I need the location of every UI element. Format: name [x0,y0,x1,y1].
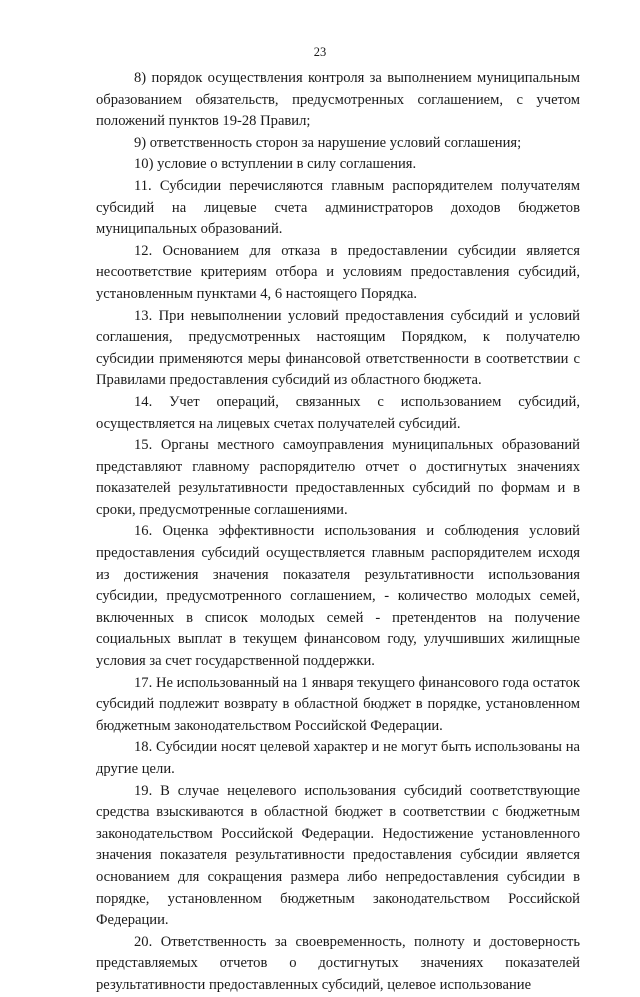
paragraph-11: 11. Субсидии перечисляются главным распорядителем получателям субсидий на лицевые счета администраторов доходов бюджетов муниципальных образований. [96,177,580,238]
paragraph-19: 19. В случае нецелевого использования субсидий соответствующие средства взыскиваются в областной бюджет в соответствии с бюджетным законодательством Российской Федерации. Недостижение установленного значения показателя результативности предоставления субсидии является основанием для сокращения размера либо непредоставления субсидии в порядке, установленном бюджетным законодательством Российской Федерации. [96,782,580,929]
document-body [96,68,580,997]
paragraph-item-9: 9) ответственность сторон за нарушение условий соглашения; [134,134,522,151]
paragraph-item-8: 8) порядок осуществления контроля за выполнением муниципальным образованием обязательств, предусмотренных соглашением, с учетом положений пунктов 19-28 Правил; [96,70,580,130]
paragraph-16: 16. Оценка эффективности использования и соблюдения условий предоставления субсидий осуществляется главным распорядителем исходя из достижения значения показателя результативности использования субсидии, предусмотренного соглашением, - количество молодых семей, включенных в список молодых семей - претендентов на получение социальных выплат в текущем финансовом году, улучшивших жилищные условия за счет государственной поддержки. [96,523,580,670]
paragraph-13: 13. При невыполнении условий предоставления субсидий и условий соглашения, предусмотренных настоящим Порядком, к получателю субсидии применяются меры финансовой ответственности в соответствии с Правилами предоставления субсидий из областного бюджета. [96,307,580,389]
paragraph-17: 17. Не использованный на 1 января текущего финансового года остаток субсидий подлежит возврату в областной бюджет в порядке, установленном бюджетным законодательством Российской Федерации. [96,674,580,734]
paragraph-item-10: 10) условие о вступлении в силу соглашения. [134,156,417,173]
paragraph-15: 15. Органы местного самоуправления муниципальных образований представляют главному распорядителю отчет о достигнутых значениях показателей результативности предоставленных субсидий по формам и в сроки, предусмотренные соглашениями. [96,437,580,518]
paragraph-18: 18. Субсидии носят целевой характер и не могут быть использованы на другие цели. [96,739,580,777]
paragraph-20: 20. Ответственность за своевременность, полноту и достоверность представляемых отчетов о достигнутых значениях показателей результативности предоставленных субсидий, целевое использование [96,933,580,993]
paragraph-14: 14. Учет операций, связанных с использованием субсидий, осуществляется на лицевых счетах получателей субсидий. [96,393,580,432]
page-number: 23 [313,45,327,59]
paragraph-12: 12. Основанием для отказа в предоставлении субсидии является несоответствие критериям отбора и условиям предоставления субсидий, установленным пунктами 4, 6 настоящего Порядка. [96,242,580,302]
